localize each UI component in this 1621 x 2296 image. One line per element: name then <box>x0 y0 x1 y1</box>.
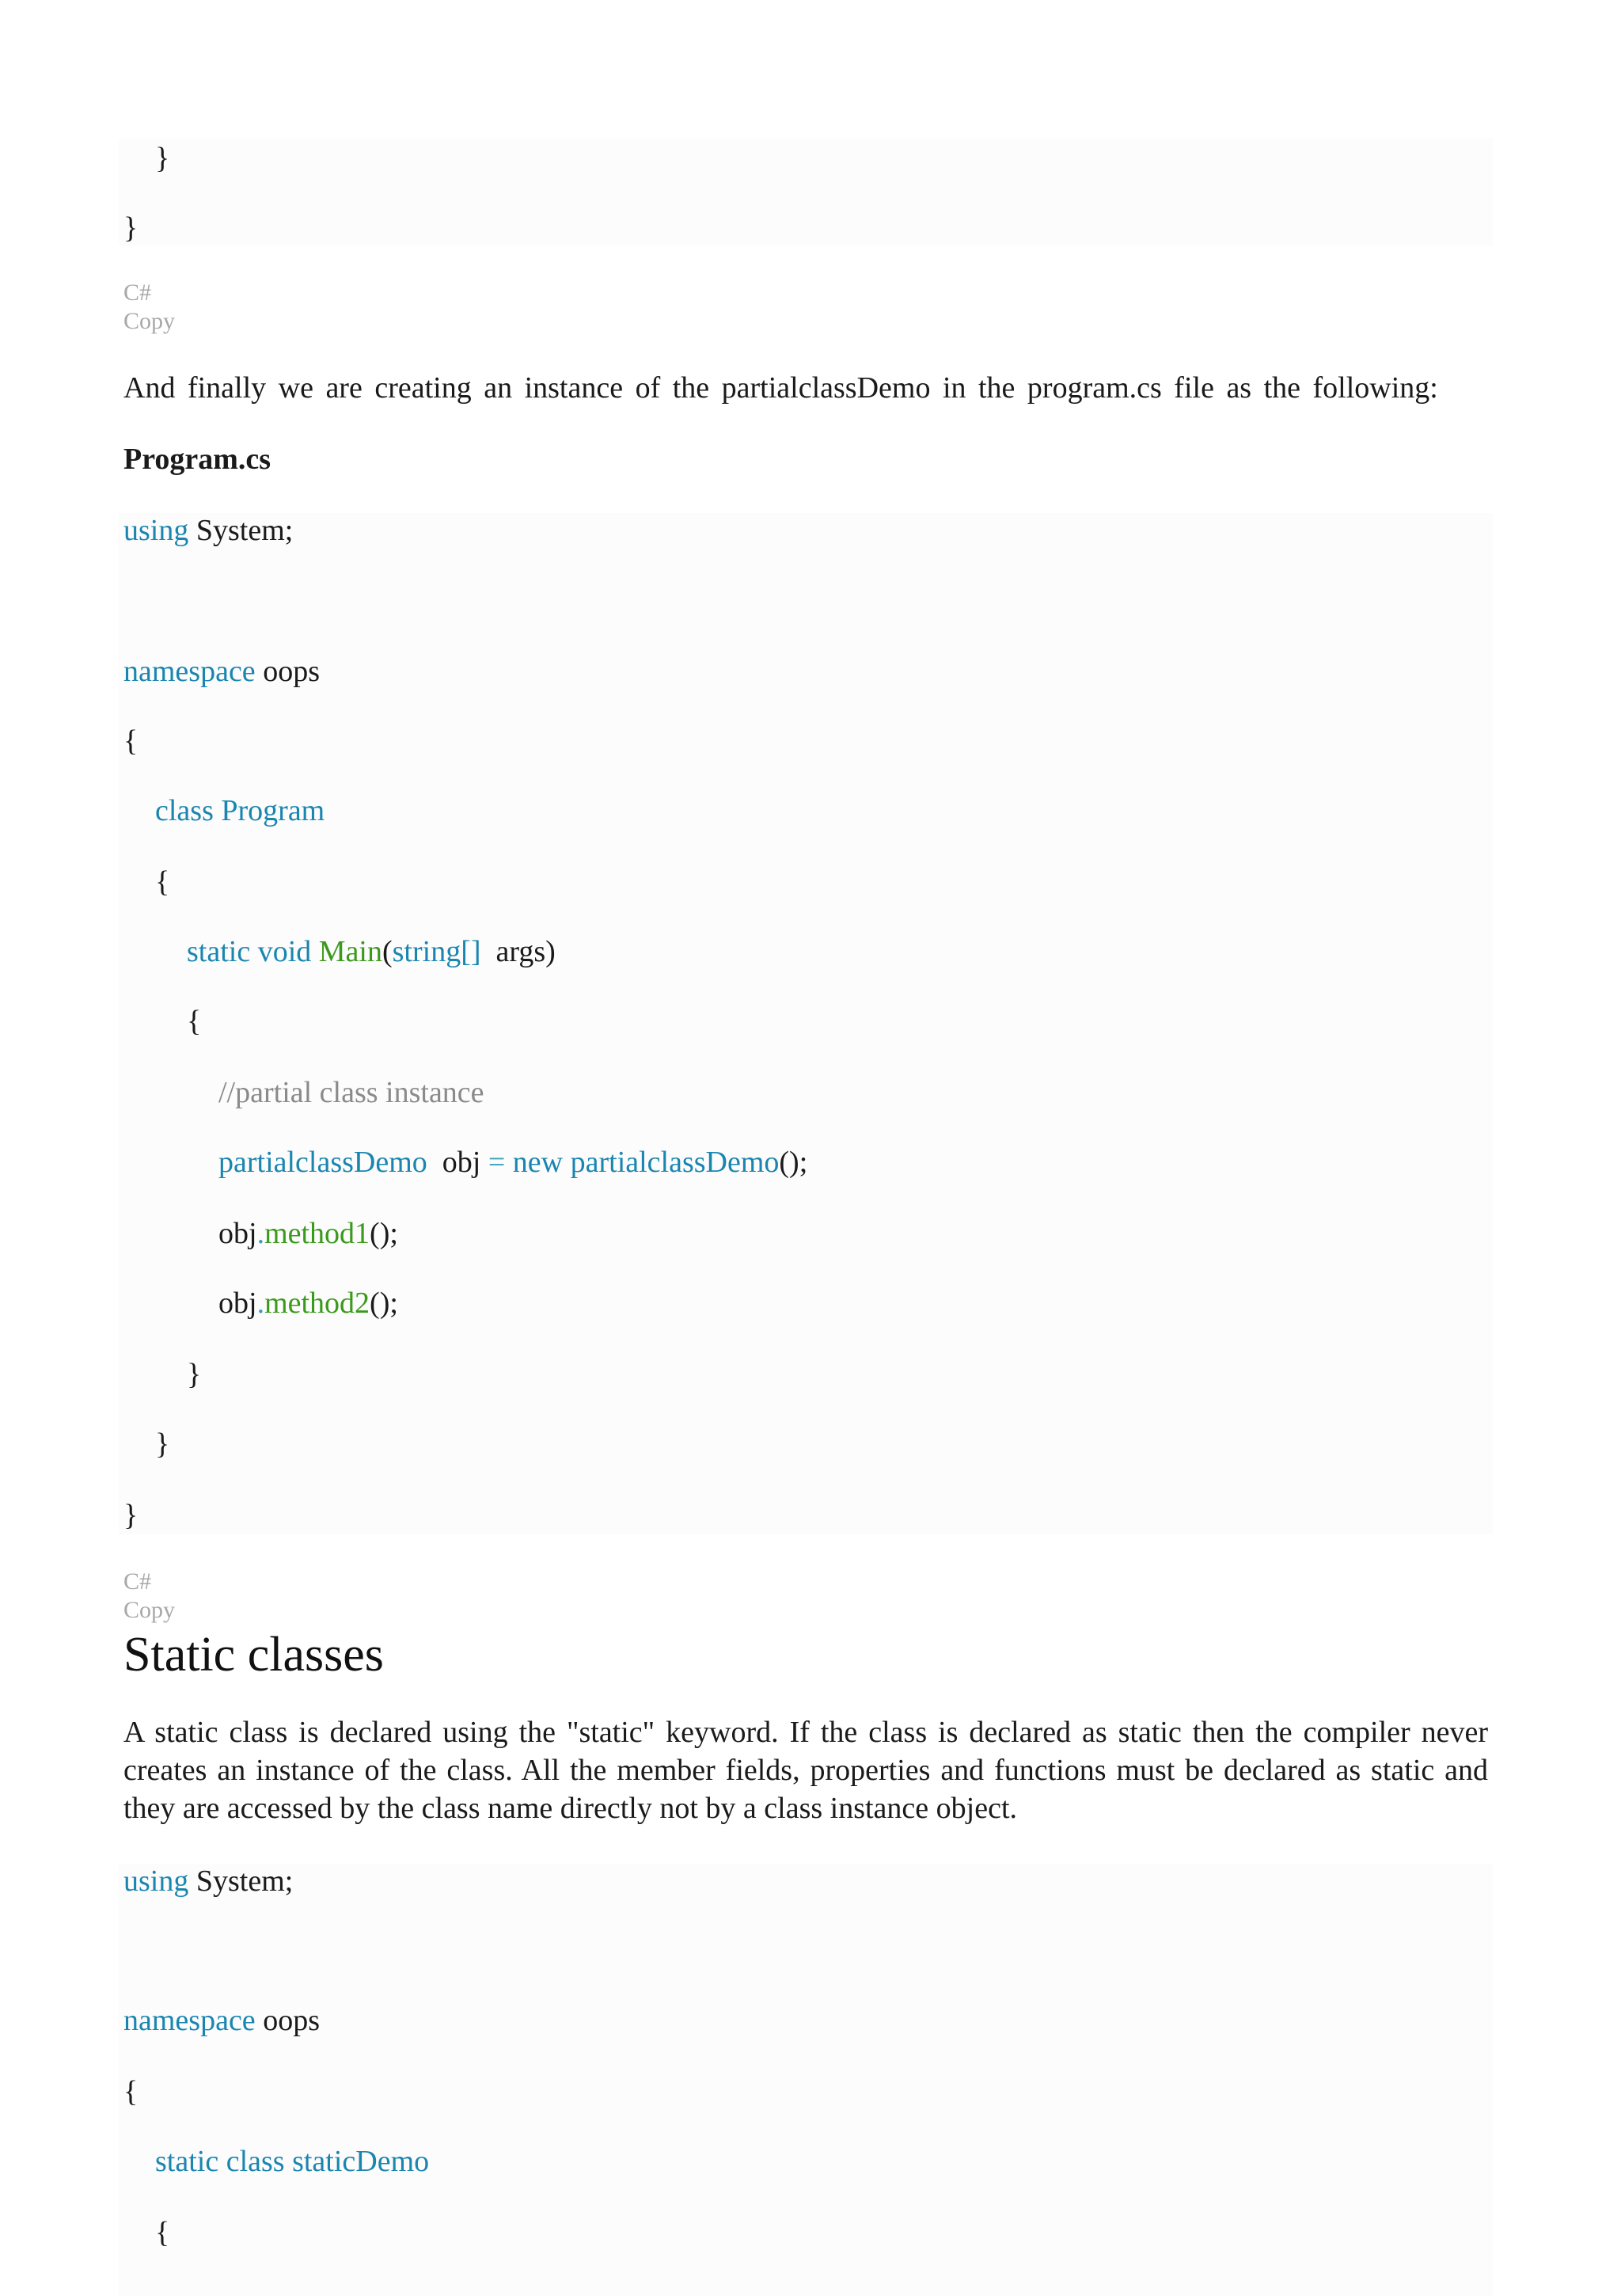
code-text: System; <box>188 514 294 547</box>
code-line <box>187 1357 201 1392</box>
intro-paragraph: And finally we are creating an instance of the partialclassDemo in the program.cs file as the following: <box>123 371 1438 405</box>
code-line <box>218 1286 398 1321</box>
code-line <box>155 1427 169 1462</box>
code-line <box>218 1145 807 1180</box>
brace: { <box>187 1005 202 1038</box>
brace: } <box>155 1427 170 1461</box>
code-line <box>123 1498 138 1533</box>
keyword: class <box>218 2145 285 2178</box>
code-block-top <box>119 139 1493 245</box>
code-text: (); <box>370 1217 398 1250</box>
code-text: [] <box>461 935 489 968</box>
code-block-static <box>119 1864 1493 2296</box>
keyword: new <box>505 1146 571 1179</box>
code-line <box>155 2144 429 2179</box>
code-line <box>155 865 169 899</box>
code-language-label: C# <box>123 279 152 306</box>
code-line <box>123 513 293 548</box>
code-line <box>123 654 320 689</box>
code-text: obj <box>218 1287 257 1320</box>
code-text: (); <box>370 1287 398 1320</box>
function-name: Main <box>318 935 382 968</box>
static-paragraph: A static class is declared using the "static" keyword. If the class is declared as static then the compiler never creates an instance of the class. All the member fields, properties and functions must be declared as static and they are accessed by the class name directly not by a class instance object. <box>123 1716 1488 1825</box>
code-line <box>123 2074 138 2109</box>
class-name: Program <box>213 794 325 827</box>
brace: { <box>155 2216 170 2249</box>
section-heading: Static classes <box>123 1628 384 1682</box>
code-text: oops <box>255 2004 320 2037</box>
brace: { <box>155 865 170 899</box>
copy-button[interactable]: Copy <box>123 1597 176 1623</box>
keyword: class <box>155 794 214 827</box>
code-text: (); <box>779 1146 808 1179</box>
code-text: obj <box>427 1146 488 1179</box>
code-line <box>155 793 325 828</box>
code-line <box>187 934 556 969</box>
keyword: namespace <box>123 655 256 688</box>
code-text: args) <box>488 935 556 968</box>
keyword: void <box>250 935 319 968</box>
brace: } <box>123 1499 139 1532</box>
code-line <box>218 1216 398 1251</box>
type-name: partialclassDemo <box>218 1146 427 1179</box>
keyword: using <box>123 1865 189 1898</box>
code-line <box>123 211 138 245</box>
code-line <box>123 2003 320 2038</box>
keyword: namespace <box>123 2004 256 2037</box>
code-line <box>123 724 138 758</box>
brace: { <box>123 724 139 758</box>
brace: } <box>123 211 139 245</box>
code-text: obj <box>218 1217 257 1250</box>
class-name: staticDemo <box>284 2145 430 2178</box>
code-line <box>155 2215 169 2250</box>
file-label: Program.cs <box>123 443 271 476</box>
code-line <box>187 1004 201 1039</box>
keyword: static <box>187 935 251 968</box>
brace: { <box>123 2075 139 2108</box>
code-text: ( <box>382 935 393 968</box>
operator: . <box>256 1217 265 1250</box>
function-name: method1 <box>264 1217 370 1250</box>
code-comment: //partial class instance <box>218 1076 484 1109</box>
code-text: oops <box>255 655 320 688</box>
code-block-program <box>119 513 1493 1534</box>
keyword: string <box>392 935 461 968</box>
brace: } <box>155 142 170 175</box>
keyword: static <box>155 2145 219 2178</box>
operator: = <box>488 1146 506 1179</box>
function-name: method2 <box>264 1287 370 1320</box>
type-name: partialclassDemo <box>570 1146 780 1179</box>
code-language-label: C# <box>123 1568 152 1595</box>
code-line <box>155 141 169 176</box>
brace: } <box>187 1358 202 1391</box>
keyword: using <box>123 514 189 547</box>
operator: . <box>256 1287 265 1320</box>
code-text: System; <box>188 1865 294 1898</box>
copy-button[interactable]: Copy <box>123 308 176 334</box>
code-line <box>123 1864 293 1899</box>
